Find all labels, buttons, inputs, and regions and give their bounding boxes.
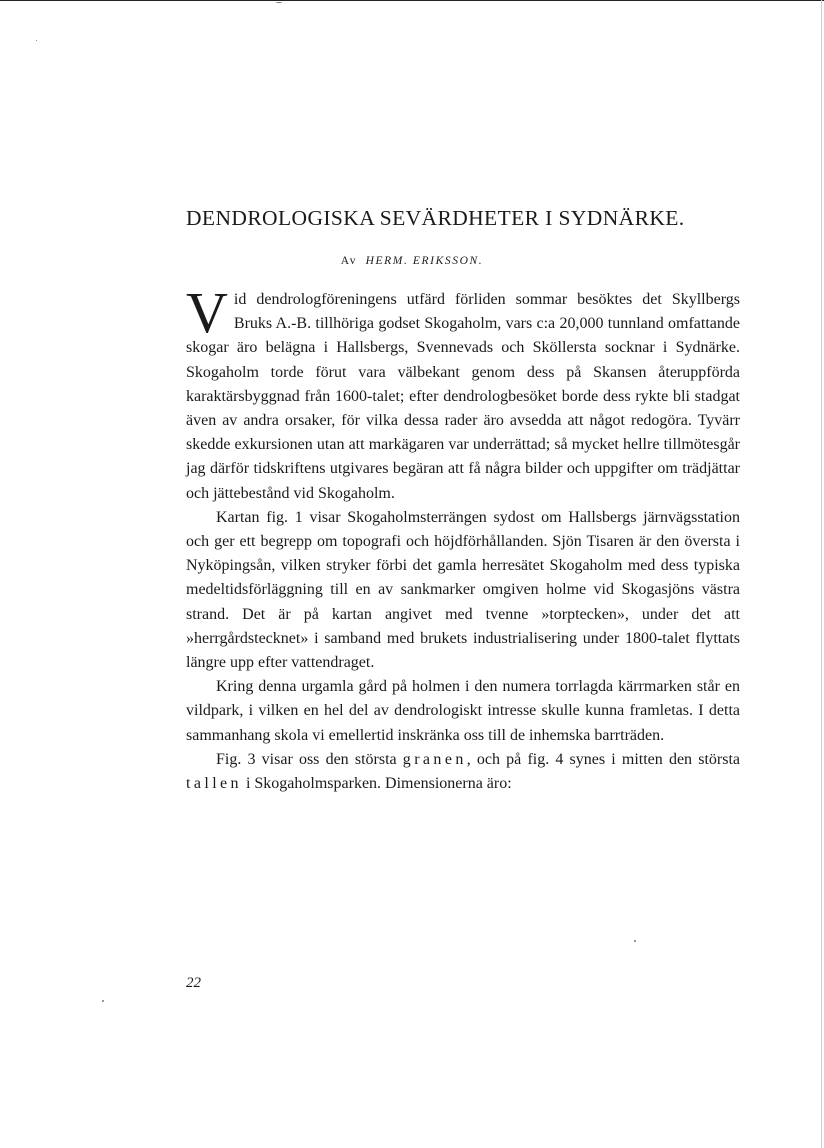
byline-prefix: Av [340, 255, 358, 267]
page-number: 22 [186, 975, 201, 991]
paper-speck [276, 2, 282, 3]
paragraph-4 [186, 748, 740, 796]
author-name: HERM. ERIKSSON. [365, 255, 484, 267]
paper-speck [634, 940, 636, 942]
emphasis-granen: granen [402, 750, 467, 768]
byline [0, 256, 824, 268]
top-edge-rule [0, 0, 824, 1]
paragraph-4-text-a: Fig. 3 visar oss den största [216, 750, 403, 768]
article-body [186, 280, 740, 796]
paragraph-2: Kartan fig. 1 visar Skogaholmsterrängen sydost om Hallsbergs järnvägsstation och ger ett begrepp om topografi och höjdförhållanden. Sjön Tisaren är den översta i Nyköpingsån, vilken stryker förbi det gamla herresätet Skogaholm med dess typiska medeltidsförläggning till en av sankmarker omgiven holme vid Skogasjöns västra strand. Det är på kartan angivet med tvenne »torptecken», under det att »herrgårdstecknet» i samband med brukets industrialisering under 1800-talet flyttats längre upp efter vattendraget. [186, 508, 740, 672]
right-edge-rule [821, 0, 822, 1148]
paragraph-1-text: id dendrologföreningens utfärd förliden sommar besöktes det Skyllbergs Bruks A.-B. tillhöriga godset Skogaholm, vars c:a 20,000 tunnland omfattande skogar äro belägna i Hallsbergs, Svennevads och Sköllersta socknar i Sydnärke. Skogaholm torde förut vara välbekant genom dess på Skansen återuppförda karaktärsbyggnad från 1600-talet; efter dendrologbesöket borde dess rykte bli stadgat även av andra orsaker, för vilka dessa rader äro avsedda att något redogöra. Tyvärr skedde exkursionen utan att markägaren var underrättad; så mycket hellre tillmötesgår jag därför tidskriftens utgivares begäran att få några bilder och uppgifter om trädjättar och jättebestånd vid Skogaholm. [186, 291, 740, 502]
paragraph-3: Kring denna urgamla gård på holmen i den numera torrlagda kärrmarken står en vildpark, i vilken en hel del av dendrologiskt intresse skulle kunna framletas. I detta sammanhang skola vi emellertid inskränka oss till de inhemska barrträden. [186, 678, 740, 744]
paper-speck [102, 1000, 104, 1002]
paper-speck [36, 40, 37, 41]
paragraph-4-text-b: , och på fig. 4 synes i mitten den största [466, 750, 740, 768]
article-title: DENDROLOGISKA SEVÄRDHETER I SYDNÄRKE. [186, 206, 685, 230]
paragraph-4-text-c: i Skogaholmsparken. Dimensionerna äro: [241, 775, 512, 793]
paragraph-1 [186, 280, 740, 506]
emphasis-tallen: tallen [186, 775, 242, 793]
drop-cap: V [186, 280, 228, 345]
